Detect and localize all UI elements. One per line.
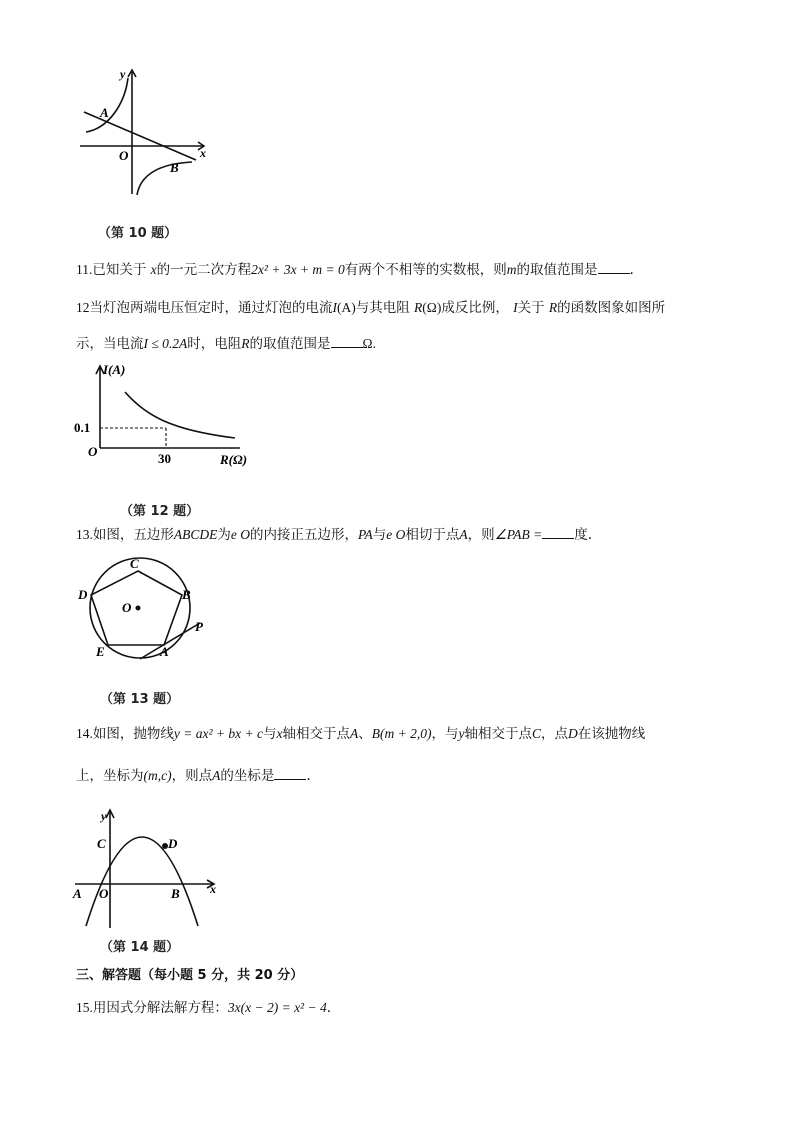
q12-condition: I ≤ 0.2A — [143, 336, 188, 351]
q12-var-r: R — [414, 300, 423, 315]
q12-text-2d: Ω. — [362, 336, 376, 351]
q15-text-1: 用因式分解法解方程： — [92, 1000, 228, 1016]
q14-answer-blank — [274, 767, 306, 780]
q14-text-7: 在该抛物线 — [577, 726, 646, 742]
fig13-center-dot — [136, 606, 141, 611]
q14-text-3: 轴相交于点 — [282, 726, 350, 742]
q12-text-1e: 的函数图象如图所 — [557, 300, 666, 316]
fig10-hyperbola-right — [137, 162, 192, 195]
q13-text-7: 度. — [574, 527, 593, 543]
q11-period: . — [629, 262, 634, 278]
fig14-label-x: x — [210, 882, 216, 896]
q11-var-x: x — [150, 262, 157, 277]
fig13-label-a: A — [160, 644, 169, 659]
question-12-line-2 — [76, 334, 376, 354]
fig10-label-origin: O — [119, 148, 129, 163]
q13-answer-blank — [542, 526, 574, 539]
q12-unit-a: (A) — [337, 300, 356, 315]
q12-answer-blank — [331, 335, 363, 348]
q12-var-r-3: R — [241, 336, 250, 351]
fig12-tick-x: 30 — [158, 451, 171, 466]
q13-circle-2: e O — [386, 527, 406, 542]
fig12-label-y: I(A) — [103, 362, 126, 377]
q13-line-pa: PA — [358, 527, 373, 542]
fig13-caption: （第 13 题） — [100, 692, 180, 707]
q12-text-1d: 关于 — [517, 300, 545, 316]
q15-number: 15. — [76, 1000, 93, 1015]
q13-text-2: 为 — [217, 527, 231, 543]
q12-text-2b: 时，电阻 — [187, 336, 242, 352]
fig14-label-d: D — [168, 836, 178, 851]
q13-text-4: 与 — [372, 527, 387, 543]
q12-var-i: I — [332, 300, 337, 315]
q14-text-2a: 上，坐标为 — [76, 768, 144, 784]
fig13-label-e: E — [96, 644, 105, 659]
fig14-label-a: A — [73, 886, 82, 901]
q14-text-2c: 的坐标是 — [220, 768, 275, 784]
figure-10 — [70, 62, 220, 212]
fig14-label-y: y — [101, 809, 107, 823]
fig10-label-a: A — [100, 105, 109, 120]
question-11 — [76, 260, 634, 280]
fig12-label-x: R(Ω) — [220, 452, 248, 467]
q12-var-r-2: R — [548, 300, 558, 315]
q14-b-coord: (m + 2,0) — [379, 726, 432, 741]
q13-number: 13. — [76, 527, 93, 542]
q14-point-c: C — [531, 726, 541, 741]
q14-point-a-2: A — [212, 768, 221, 783]
q14-point-d: D — [567, 726, 578, 741]
question-12-line-1 — [76, 298, 665, 318]
q12-number: 12 — [76, 300, 90, 315]
q11-text-2: 的一元二次方程 — [156, 262, 252, 278]
fig13-label-o: O — [122, 600, 132, 615]
q12-text-1c: 成反比例， — [441, 300, 509, 316]
q14-d-coord: (m,c) — [143, 768, 172, 783]
fig10-label-b: B — [170, 160, 179, 175]
q11-text-3: 有两个不相等的实数根，则 — [344, 262, 507, 278]
fig10-caption: （第 10 题） — [98, 226, 178, 241]
q14-point-a: A — [349, 726, 359, 741]
fig13-label-c: C — [130, 556, 139, 571]
q13-pentagon: ABCDE — [173, 527, 218, 542]
fig12-curve — [125, 392, 235, 438]
q14-text-1: 如图，抛物线 — [92, 726, 174, 742]
figure-13 — [76, 555, 216, 665]
q11-text-1: 已知关于 — [92, 262, 147, 278]
q11-text-4: 的取值范围是 — [516, 262, 598, 278]
fig13-label-b: B — [182, 587, 191, 602]
q14-sep: 、 — [358, 726, 372, 742]
section-3-heading: 三、解答题（每小题 5 分，共 20 分） — [76, 968, 304, 983]
q13-angle: ∠PAB = — [494, 527, 543, 542]
q13-text-3: 的内接正五边形， — [250, 527, 358, 543]
fig10-label-y: y — [120, 67, 126, 81]
q13-text-5: 相切于点 — [405, 527, 460, 543]
fig14-label-o: O — [99, 886, 109, 901]
q14-equation: y = ax² + bx + c — [173, 726, 263, 741]
q11-answer-blank — [598, 261, 630, 274]
fig14-label-c: C — [97, 836, 106, 851]
q13-text-6: ，则 — [467, 527, 495, 543]
q15-period: . — [326, 1000, 332, 1016]
q14-point-b: B — [371, 726, 380, 741]
q11-var-m: m — [506, 262, 517, 277]
q12-text-2c: 的取值范围是 — [249, 336, 331, 352]
q14-text-5: 轴相交于点 — [464, 726, 532, 742]
figure-14 — [70, 800, 230, 930]
q11-number: 11. — [76, 262, 93, 277]
q14-text-2d: . — [306, 768, 311, 784]
question-14-line-1 — [76, 724, 645, 744]
q12-text-2a: 示，当电流 — [76, 336, 144, 352]
q15-equation: 3x(x − 2) = x² − 4 — [227, 1000, 327, 1015]
q14-number: 14. — [76, 726, 93, 741]
q14-text-2b: ，则点 — [171, 768, 213, 784]
fig12-tick-y: 0.1 — [74, 420, 91, 435]
fig12-label-origin: O — [88, 444, 98, 459]
q12-var-i-2: I — [513, 300, 518, 315]
q14-var-y: y — [458, 726, 465, 741]
q12-unit-ohm: (Ω) — [422, 300, 442, 315]
fig10-label-x: x — [200, 146, 206, 160]
q14-text-4: ，与 — [431, 726, 459, 742]
question-14-line-2 — [76, 766, 311, 786]
q14-var-x: x — [276, 726, 283, 741]
q12-text-1b: 与其电阻 — [355, 300, 410, 316]
question-15 — [76, 998, 331, 1018]
fig12-caption: （第 12 题） — [120, 504, 200, 519]
q14-text-6: ，点 — [540, 726, 568, 742]
q13-text-1: 如图，五边形 — [92, 527, 174, 543]
q13-point-a: A — [459, 527, 468, 542]
q14-text-2: 与 — [262, 726, 277, 742]
fig14-caption: （第 14 题） — [100, 940, 180, 955]
question-13 — [76, 525, 592, 545]
fig13-label-p: P — [195, 619, 203, 634]
figure-12 — [70, 360, 270, 472]
q13-circle: e O — [230, 527, 250, 542]
q11-equation: 2x² + 3x + m = 0 — [251, 262, 345, 277]
q12-text-1a: 当灯泡两端电压恒定时，通过灯泡的电流 — [89, 300, 333, 316]
fig13-label-d: D — [78, 587, 88, 602]
fig14-label-b: B — [171, 886, 180, 901]
